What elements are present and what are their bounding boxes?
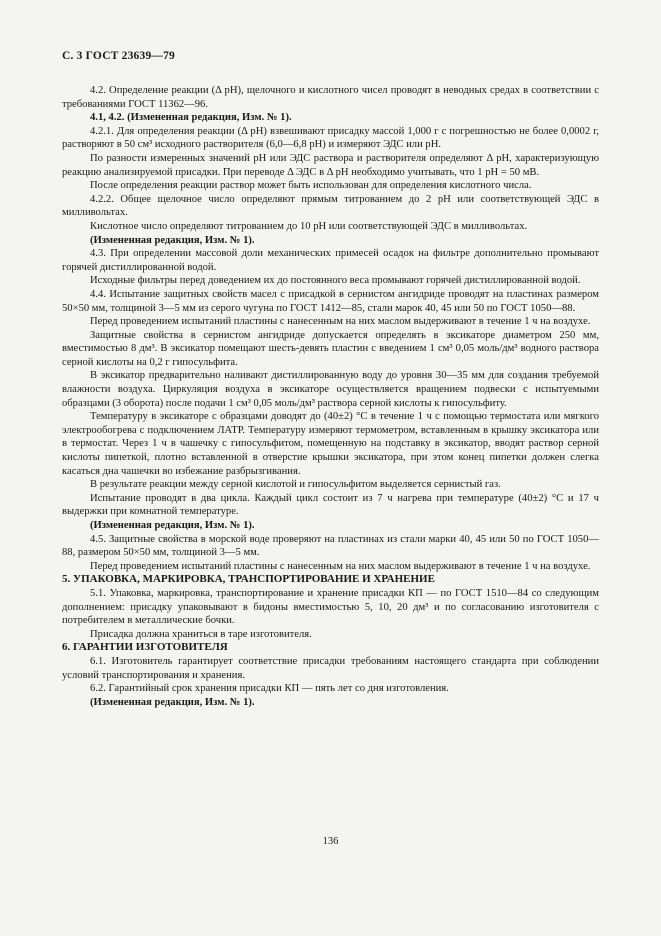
paragraph: Исходные фильтры перед доведением их до постоянного веса промывают горячей дистиллированной водой. — [90, 275, 581, 287]
paragraph: В результате реакции между серной кислотой и гипосульфитом выделяется сернистый газ. — [90, 479, 501, 491]
paragraph: Присадка должна храниться в таре изготовителя. — [90, 628, 312, 640]
document-body — [62, 84, 599, 709]
amendment-note: (Измененная редакция, Изм. № 1). — [90, 234, 255, 246]
section-6-title: 6. ГАРАНТИИ ИЗГОТОВИТЕЛЯ — [62, 641, 228, 654]
paragraph: Перед проведением испытаний пластины с нанесенным на них маслом выдерживают в течение 1 ч на воздухе. — [90, 560, 591, 572]
paragraph: По разности измеренных значений pH или ЭДС раствора и растворителя определяют Δ pH, характеризующую реакцию анализируемой присадки. При переводе Δ ЭДС в Δ pH необходимо учитывать, что 1 pH = 50 мВ. — [62, 152, 599, 178]
amendment-note: (Измененная редакция, Изм. № 1). — [90, 520, 255, 531]
amendment-note: (Измененная редакция, Изм. № 1). — [90, 696, 255, 708]
paragraph: Перед проведением испытаний пластины с нанесенным на них маслом выдерживают в течение 1 ч на воздухе. — [90, 316, 591, 328]
paragraph-4-2-2: 4.2.2. Общее щелочное число определяют прямым титрованием до 2 pH или соответствующей ЭДС в милливольтах. — [62, 193, 599, 219]
paragraph-6-1: 6.1. Изготовитель гарантирует соответствие присадки требованиям настоящего стандарта при соблюдении условий транспортирования и хранения. — [62, 655, 599, 681]
amendment-note: 4.1, 4.2. (Измененная редакция, Изм. № 1). — [90, 112, 292, 124]
page-header: С. 3 ГОСТ 23639—79 — [62, 50, 175, 62]
paragraph-4-2: 4.2. Определение реакции (Δ pH), щелочного и кислотного чисел проводят в неводных средах в соответствии с требованиями ГОСТ 11362—96. — [62, 85, 599, 110]
paragraph-6-2: 6.2. Гарантийный срок хранения присадки КП — пять лет со дня изготовления. — [90, 683, 449, 695]
paragraph-4-4: 4.4. Испытание защитных свойств масел с присадкой в сернистом ангидриде проводят на пластинах размером 50×50 мм, толщиной 3—5 мм из серого чугуна по ГОСТ 1412—85, стали марок 40, 45 или 50 по ГОСТ 1050—88. — [62, 288, 599, 314]
page-number: 136 — [322, 836, 339, 847]
paragraph: В эксикатор предварительно наливают дистиллированную воду до уровня 30—35 мм для создания требуемой влажности воздуха. Циркуляция воздуха в эксикаторе осуществляется вращением подвески с испытуемыми образцами (3 оборота) после подачи 1 см³ 0,05 моль/дм³ раствора серной кислоты к гипосульфиту. — [62, 370, 599, 409]
paragraph: Температуру в эксикаторе с образцами доводят до (40±2) °С в течение 1 ч с помощью термостата или мягкого электрообогрева с подключением ЛАТР. Температуру измеряют термометром, вставленным в крышку эксикатора или в термостат. Через 1 ч в чашечку с гипосульфитом, помещенную на подставку в эксикатор, вводят раствор серной кислоты пипеткой, плотно вставленной в отверстие крышки эксикатора, при этом конец пипетки должен слегка касаться дна чашечки во избежание разбрызгивания. — [62, 411, 599, 477]
paragraph: Кислотное число определяют титрованием до 10 pH или соответствующей ЭДС в милливольтах. — [90, 220, 528, 232]
section-5-title: 5. УПАКОВКА, МАРКИРОВКА, ТРАНСПОРТИРОВАНИЕ И ХРАНЕНИЕ — [62, 573, 435, 586]
paragraph-5-1: 5.1. Упаковка, маркировка, транспортирование и хранение присадки КП — по ГОСТ 1510—84 со следующим дополнением: присадку упаковывают в бидоны вместимостью 5, 10, 20 дм³ и по согласованию изготовителя с потребителем в металлические бочки. — [62, 587, 599, 627]
paragraph-4-3: 4.3. При определении массовой доли механических примесей осадок на фильтре дополнительно промывают горячей дистиллированной водой. — [62, 248, 599, 273]
paragraph-4-2-1: 4.2.1. Для определения реакции (Δ pH) взвешивают присадку массой 1,000 г с погрешностью не более 0,0002 г, растворяют в 50 см³ исходного растворителя (6,0—6,8 pH) и измеряют ЭДС или pH. — [62, 125, 599, 151]
paragraph: Испытание проводят в два цикла. Каждый цикл состоит из 7 ч нагрева при температуре (40±2) °С и 17 ч выдержки при комнатной температуре. — [62, 492, 599, 518]
paragraph: После определения реакции раствор может быть использован для определения кислотного числа. — [90, 180, 532, 192]
paragraph: Защитные свойства в сернистом ангидриде допускается определять в эксикаторе диаметром 250 мм, вместимостью 8 дм³. В эксикатор помещают шесть-девять пластин с введением 1 см³ 0,05 моль/дм³ водного раствора серной кислоты на 0,2 г гипосульфита. — [62, 329, 599, 368]
paragraph-4-5: 4.5. Защитные свойства в морской воде проверяют на пластинах из стали марки 40, 45 или 50 по ГОСТ 1050—88, размером 50×50 мм, толщиной 3—5 мм. — [62, 533, 599, 559]
